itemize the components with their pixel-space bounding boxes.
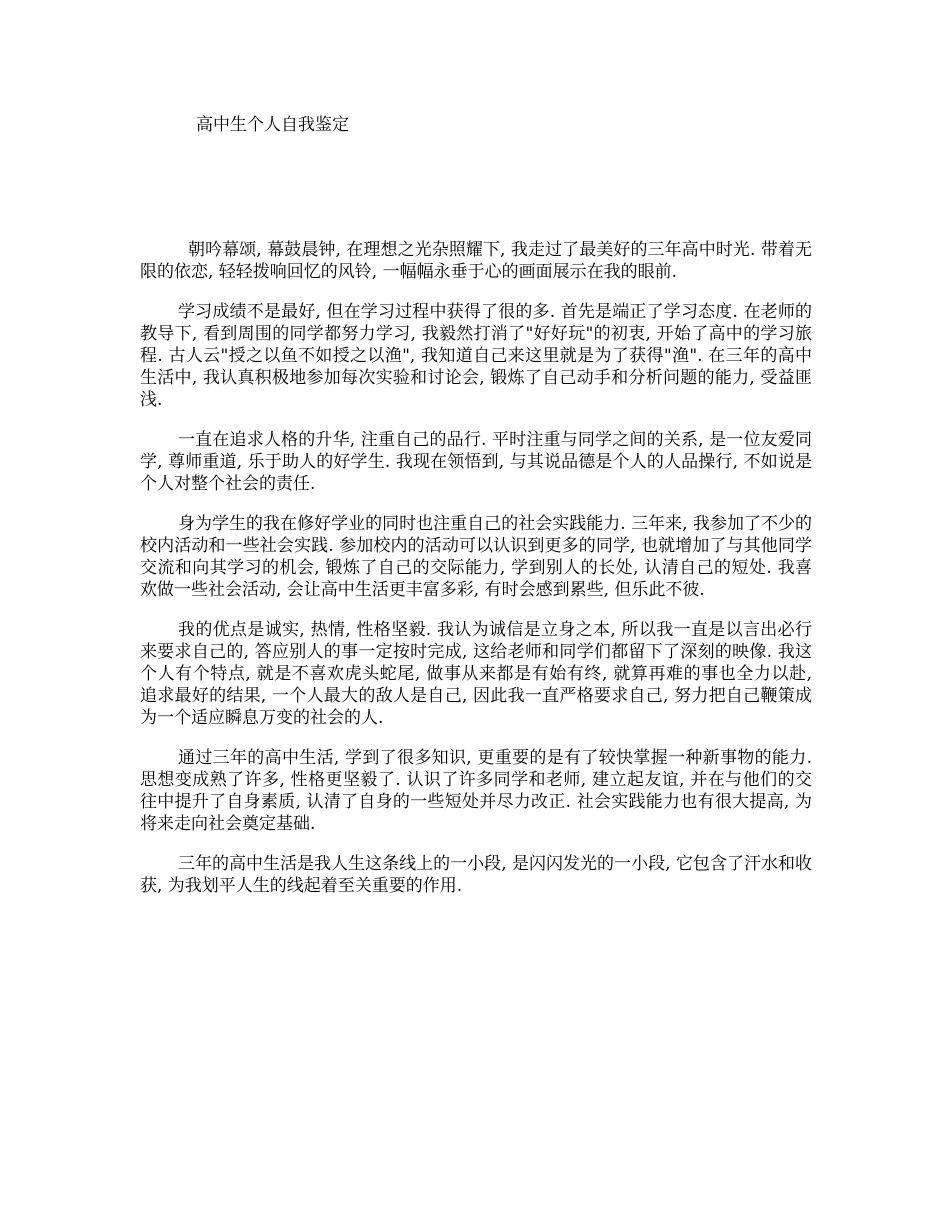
document-body (140, 239, 812, 915)
paragraph-2: 学习成绩不是最好, 但在学习过程中获得了很的多. 首先是端正了学习态度. 在老师的教导下, 看到周围的同学都努力学习, 我毅然打消了"好好玩"的初衷, 开始了高中的学习旅程. 古人云"授之以鱼不如授之以渔", 我知道自己来这里就是为了获得"渔". 在三年的高中生活中, 我认真积极地参加每次实验和讨论会, 锻炼了自己动手和分析问题的能力, 受益匪浅. (140, 302, 812, 410)
paragraph-7: 三年的高中生活是我人生这条线上的一小段, 是闪闪发光的一小段, 它包含了汗水和收获, 为我划平人生的线起着至关重要的作用. (140, 854, 812, 896)
paragraph-5: 我的优点是诚实, 热情, 性格坚毅. 我认为诚信是立身之本, 所以我一直是以言出必行来要求自己的, 答应别人的事一定按时完成, 这给老师和同学们都留下了深刻的映像. 我这个人有个特点, 就是不喜欢虎头蛇尾, 做事从来都是有始有终, 就算再难的事也全力以赴, 追求最好的结果, 一个人最大的敌人是自己, 因此我一直严格要求自己, 努力把自己鞭策成为一个适应瞬息万变的社会的人. (140, 620, 812, 728)
paragraph-1: 朝吟幕颂, 幕鼓晨钟, 在理想之光杂照耀下, 我走过了最美好的三年高中时光. 带着无限的依恋, 轻轻拨响回忆的风铃, 一幅幅永垂于心的画面展示在我的眼前. (140, 240, 812, 282)
paragraph-4: 身为学生的我在修好学业的同时也注重自己的社会实践能力. 三年来, 我参加了不少的校内活动和一些社会实践. 参加校内的活动可以认识到更多的同学, 也就增加了与其他同学交流和向其学习的机会, 锻炼了自己的交际能力, 学到别人的长处, 认清自己的短处. 我喜欢做一些社会活动, 会让高中生活更丰富多彩, 有时会感到累些, 但乐此不彼. (140, 514, 812, 600)
document-title: 高中生个人自我鉴定 (196, 115, 349, 135)
paragraph-6: 通过三年的高中生活, 学到了很多知识, 更重要的是有了较快掌握一种新事物的能力. 思想变成熟了许多, 性格更坚毅了. 认识了许多同学和老师, 建立起友谊, 并在与他们的交往中提升了自身素质, 认清了自身的一些短处并尽力改正. 社会实践能力也有很大提高, 为将来走向社会奠定基础. (140, 748, 812, 834)
paragraph-3: 一直在追求人格的升华, 注重自己的品行. 平时注重与同学之间的关系, 是一位友爱同学, 尊师重道, 乐于助人的好学生. 我现在领悟到, 与其说品德是个人的人品操行, 不如说是个人对整个社会的责任. (140, 430, 812, 494)
